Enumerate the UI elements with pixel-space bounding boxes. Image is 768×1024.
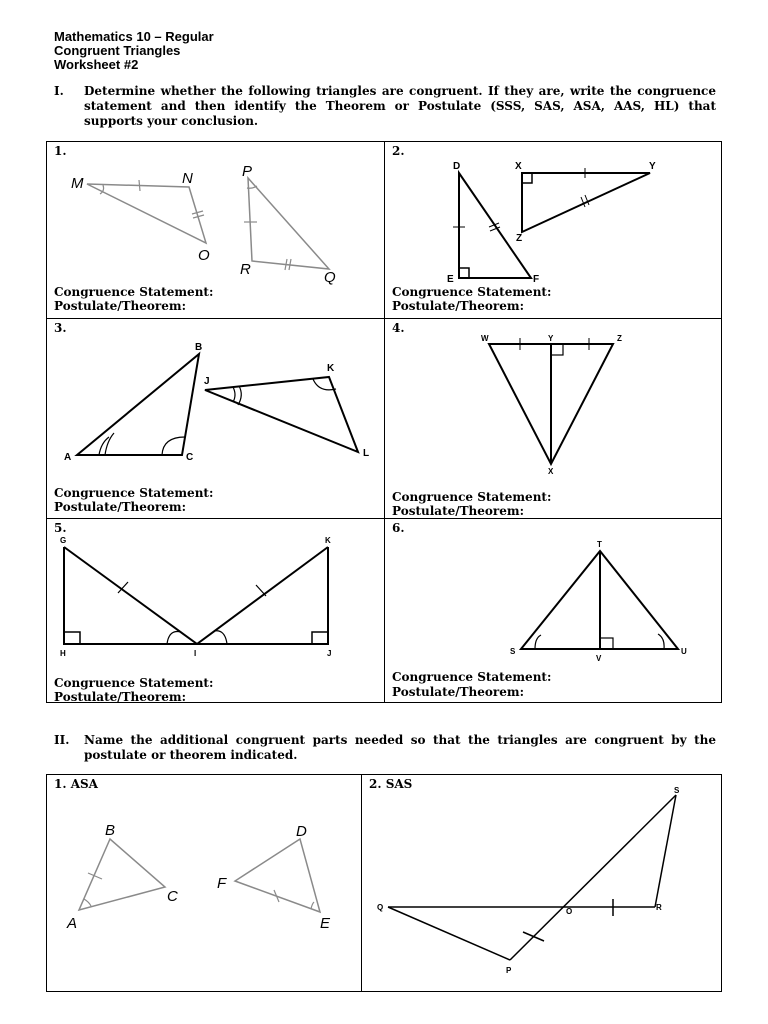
congruence-statement-label: Congruence Statement: bbox=[54, 486, 214, 500]
part2-problem-2-cell bbox=[362, 775, 721, 991]
problem-5-cell bbox=[47, 519, 384, 702]
problem-number: 1. bbox=[54, 144, 67, 158]
congruence-statement-label: Congruence Statement: bbox=[54, 676, 214, 690]
vertex-label: P bbox=[506, 966, 512, 975]
vertex-label: J bbox=[204, 376, 210, 387]
vertex-label: T bbox=[597, 540, 602, 549]
vertex-label: S bbox=[674, 786, 680, 795]
vertex-label: U bbox=[681, 647, 687, 656]
congruence-statement-label: Congruence Statement: bbox=[392, 490, 552, 504]
triangle-ghi bbox=[64, 547, 197, 644]
vertex-label: Z bbox=[516, 233, 523, 244]
problem-4-cell bbox=[385, 319, 721, 518]
vertex-label: D bbox=[453, 161, 461, 172]
part1-numeral: I. bbox=[54, 84, 64, 98]
vertex-label: Q bbox=[377, 903, 384, 912]
problem-number: 5. bbox=[54, 521, 67, 535]
angle-arc bbox=[238, 386, 241, 405]
vertex-label: A bbox=[64, 452, 72, 463]
right-angle-mark bbox=[64, 632, 80, 644]
triangle-abc bbox=[77, 354, 199, 455]
vertex-label: F bbox=[217, 875, 227, 892]
problem-title: 1. ASA bbox=[54, 777, 98, 791]
vertex-label: B bbox=[195, 342, 203, 353]
course-title: Mathematics 10 – Regular bbox=[54, 29, 214, 44]
triangle-xyz bbox=[522, 173, 650, 232]
congruence-statement-label: Congruence Statement: bbox=[392, 670, 552, 684]
part1-instructions: Determine whether the following triangles are congruent. If they are, write the congruence statement and then identify the Theorem or Postulate (SSS, SAS, ASA, AAS, HL) that supports your conclusion. bbox=[84, 84, 716, 128]
problem-3-cell bbox=[47, 319, 384, 518]
segment-qp bbox=[388, 907, 510, 960]
right-angle-mark bbox=[522, 173, 532, 183]
vertex-label: H bbox=[60, 649, 66, 658]
part1-grid bbox=[46, 141, 722, 703]
vertex-label: K bbox=[327, 363, 335, 374]
problem-5-figure bbox=[47, 519, 384, 702]
right-angle-mark bbox=[312, 632, 328, 644]
vertex-label: S bbox=[510, 647, 516, 656]
vertex-label: Y bbox=[649, 161, 656, 172]
triangle-jkl bbox=[205, 377, 358, 452]
segment-ps bbox=[510, 795, 676, 960]
vertex-label: L bbox=[363, 448, 370, 459]
postulate-theorem-label: Postulate/Theorem: bbox=[392, 685, 524, 699]
vertex-label: P bbox=[242, 163, 253, 180]
triangle-dfe bbox=[235, 839, 320, 912]
congruence-statement-label: Congruence Statement: bbox=[392, 285, 552, 299]
problem-2-cell bbox=[385, 142, 721, 318]
vertex-label: O bbox=[566, 907, 573, 916]
part2-instructions: Name the additional congruent parts needed so that the triangles are congruent by the postulate or theorem indicated. bbox=[84, 733, 716, 762]
vertex-label: R bbox=[240, 261, 251, 278]
part2-instructions-block bbox=[54, 733, 716, 765]
angle-arc bbox=[311, 902, 314, 909]
part1-instructions-block bbox=[54, 84, 716, 130]
part2-numeral: II. bbox=[54, 733, 70, 747]
angle-arc bbox=[535, 635, 541, 649]
vertex-label: V bbox=[596, 654, 602, 663]
problem-title: 2. SAS bbox=[369, 777, 413, 791]
vertex-label: Q bbox=[324, 269, 336, 286]
problem-number: 2. bbox=[392, 144, 405, 158]
vertex-label: B bbox=[105, 822, 116, 839]
postulate-theorem-label: Postulate/Theorem: bbox=[392, 299, 524, 313]
right-angle-mark bbox=[551, 344, 563, 355]
angle-arc bbox=[167, 632, 181, 645]
vertex-label: R bbox=[656, 903, 662, 912]
triangle-mno bbox=[87, 184, 206, 243]
problem-number: 6. bbox=[392, 521, 405, 535]
vertex-label: F bbox=[533, 274, 540, 285]
problem-6-cell bbox=[385, 519, 721, 702]
angle-arc bbox=[214, 631, 227, 644]
vertex-label: I bbox=[194, 649, 197, 658]
angle-arc bbox=[105, 433, 114, 455]
problem-number: 4. bbox=[392, 321, 405, 335]
postulate-theorem-label: Postulate/Theorem: bbox=[54, 500, 186, 514]
vertex-label: M bbox=[71, 175, 84, 192]
tick-mark bbox=[523, 932, 544, 941]
angle-arc bbox=[233, 387, 235, 402]
congruence-statement-label: Congruence Statement: bbox=[54, 285, 214, 299]
vertex-label: N bbox=[182, 170, 193, 187]
right-angle-mark bbox=[459, 268, 469, 278]
vertex-label: X bbox=[515, 161, 522, 172]
vertex-label: D bbox=[296, 823, 307, 840]
problem-4-figure bbox=[385, 319, 721, 518]
vertex-label: E bbox=[447, 274, 454, 285]
vertex-label: E bbox=[320, 915, 331, 932]
postulate-theorem-label: Postulate/Theorem: bbox=[392, 504, 524, 518]
vertex-label: A bbox=[67, 915, 78, 932]
vertex-label: X bbox=[548, 467, 554, 476]
vertex-label: O bbox=[198, 247, 210, 264]
problem-1-cell bbox=[47, 142, 384, 318]
vertex-label: Z bbox=[617, 334, 622, 343]
angle-arc bbox=[84, 899, 91, 906]
vertex-label: Y bbox=[548, 334, 554, 343]
postulate-theorem-label: Postulate/Theorem: bbox=[54, 299, 186, 313]
vertex-label: C bbox=[167, 888, 178, 905]
triangle-prq bbox=[248, 178, 329, 269]
topic-title: Congruent Triangles bbox=[54, 43, 181, 58]
problem-number: 3. bbox=[54, 321, 67, 335]
vertex-label: W bbox=[481, 334, 489, 343]
tick-mark bbox=[139, 180, 140, 191]
worksheet-title: Worksheet #2 bbox=[54, 57, 139, 72]
part2-grid bbox=[46, 774, 722, 992]
vertex-label: C bbox=[186, 452, 194, 463]
part2-problem-1-figure bbox=[47, 775, 361, 991]
vertex-label: G bbox=[60, 536, 67, 545]
triangle-kji bbox=[197, 547, 328, 644]
vertex-label: K bbox=[325, 536, 331, 545]
angle-arc bbox=[658, 634, 664, 649]
part2-problem-1-cell bbox=[47, 775, 361, 991]
postulate-theorem-label: Postulate/Theorem: bbox=[54, 690, 186, 704]
vertex-label: J bbox=[327, 649, 332, 658]
part2-problem-2-figure bbox=[362, 775, 721, 991]
triangle-def bbox=[459, 173, 531, 278]
tick-mark bbox=[256, 585, 266, 596]
right-angle-mark bbox=[600, 638, 613, 649]
